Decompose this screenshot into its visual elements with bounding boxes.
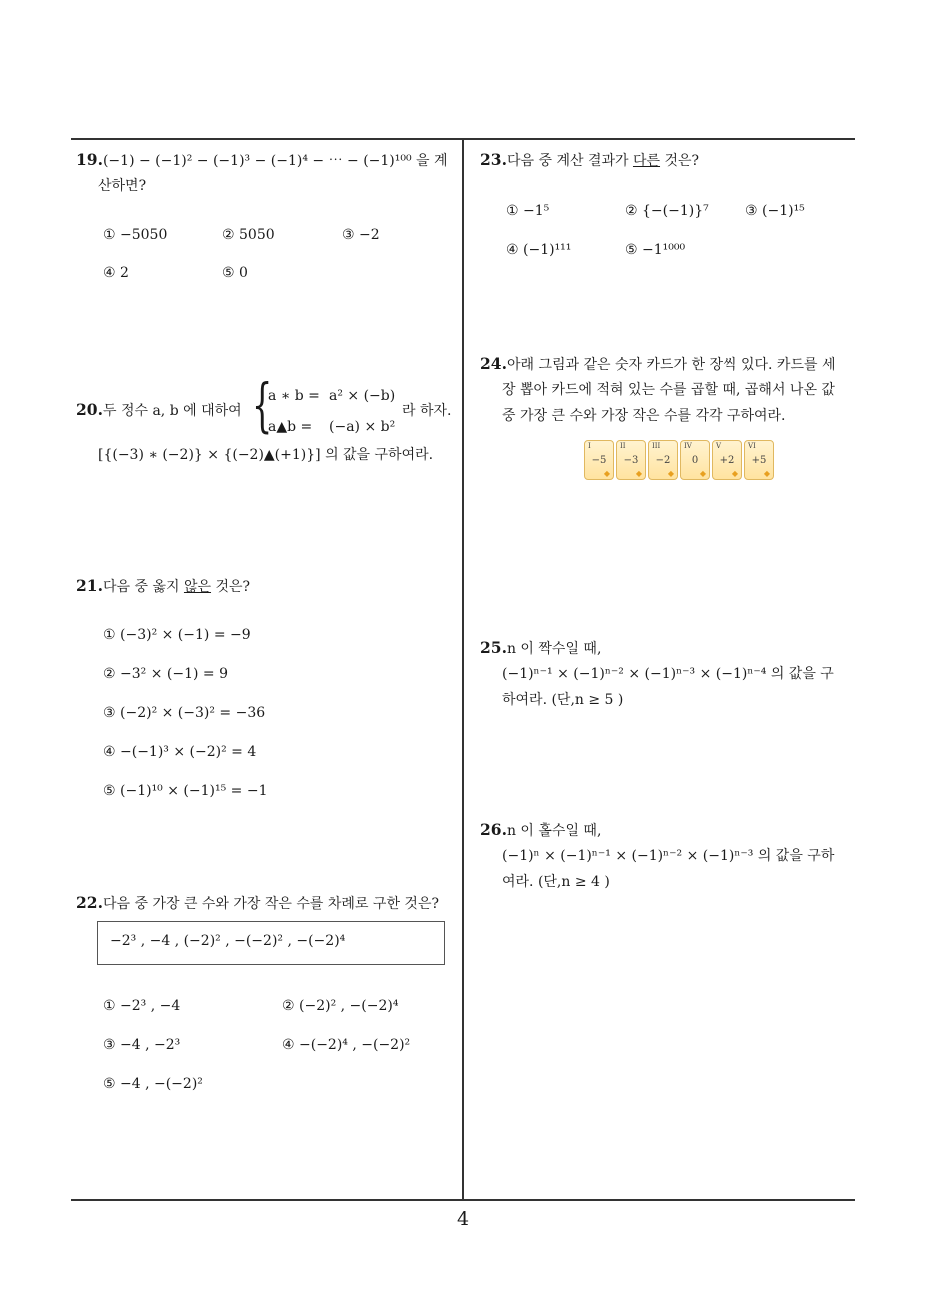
question-text: 두 정수 a, b 에 대하여 [102, 403, 242, 419]
question-number: 22. [76, 893, 103, 912]
diamond-icon: ◆ [763, 469, 770, 478]
question-text: n 이 홀수일 때, [506, 823, 602, 839]
question-text-cont: 중 가장 큰 수와 가장 작은 수를 각각 구하여라. [502, 408, 786, 424]
choice-5[interactable]: ⑤ (−1)¹⁰ × (−1)¹⁵ = −1 [103, 783, 268, 799]
choice-1[interactable]: ① −2³ , −4 [103, 998, 181, 1014]
question-text-end: 것은? [211, 579, 251, 595]
question-number: 20. [76, 400, 103, 419]
choice-5[interactable]: ⑤ −1¹⁰⁰⁰ [625, 242, 686, 258]
card-roman: V [716, 442, 722, 450]
card-value: +5 [751, 455, 767, 466]
page-number: 4 [456, 1208, 470, 1230]
choice-4[interactable]: ④ (−1)¹¹¹ [506, 242, 572, 258]
number-card [744, 440, 774, 480]
column-divider [462, 139, 464, 1201]
choice-3[interactable]: ③ −4 , −2³ [103, 1037, 181, 1053]
choice-1[interactable]: ① −1⁵ [506, 203, 550, 219]
left-brace: { [252, 371, 273, 439]
question-text-cont: 여라. (단,n ≥ 4 ) [502, 874, 610, 890]
number-card [616, 440, 646, 480]
card-roman: IV [684, 442, 692, 450]
definition-star-left: a ∗ b = [268, 388, 320, 404]
question-number: 25. [480, 638, 507, 657]
card-value: −3 [623, 455, 639, 466]
question-text: n 이 짝수일 때, [506, 641, 602, 657]
choice-2[interactable]: ② {−(−1)}⁷ [625, 203, 709, 219]
bottom-rule [71, 1199, 855, 1201]
question-text-cont: [{(−3) ∗ (−2)} × {(−2)▲(+1)}] 의 값을 구하여라. [98, 447, 434, 463]
question-text: 다음 중 계산 결과가 [506, 153, 633, 169]
choice-5[interactable]: ⑤ −4 , −(−2)² [103, 1076, 203, 1092]
diamond-icon: ◆ [699, 469, 706, 478]
choice-2[interactable]: ② (−2)² , −(−2)⁴ [282, 998, 399, 1014]
question-text-cont: 하여라. (단,n ≥ 5 ) [502, 692, 624, 708]
question-number: 21. [76, 576, 103, 595]
card-roman: VI [748, 442, 756, 450]
choice-4[interactable]: ④ 2 [103, 265, 129, 281]
choice-5[interactable]: ⑤ 0 [222, 265, 248, 281]
definition-triangle-left: a▲b = [268, 419, 313, 435]
question-text-cont: 산하면? [98, 178, 147, 194]
question-text: 다음 중 가장 큰 수와 가장 작은 수를 차례로 구한 것은? [102, 896, 439, 912]
choice-1[interactable]: ① −5050 [103, 227, 168, 243]
choice-2[interactable]: ② 5050 [222, 227, 275, 243]
question-text: 다음 중 옳지 [102, 579, 184, 595]
question-number: 23. [480, 150, 507, 169]
choice-2[interactable]: ② −3² × (−1) = 9 [103, 666, 228, 682]
choice-4[interactable]: ④ −(−2)⁴ , −(−2)² [282, 1037, 411, 1053]
diamond-icon: ◆ [731, 469, 738, 478]
diamond-icon: ◆ [667, 469, 674, 478]
number-card [680, 440, 710, 480]
definition-star-right: a² × (−b) [329, 388, 396, 404]
question-text-cont: 장 뽑아 카드에 적혀 있는 수를 곱할 때, 곱해서 나온 값 [502, 382, 835, 398]
question-text-cont: (−1)ⁿ × (−1)ⁿ⁻¹ × (−1)ⁿ⁻² × (−1)ⁿ⁻³ 의 값을 구하 [502, 848, 835, 864]
card-roman: II [620, 442, 626, 450]
card-value: −5 [591, 455, 607, 466]
choice-4[interactable]: ④ −(−1)³ × (−2)² = 4 [103, 744, 257, 760]
card-value: +2 [719, 455, 735, 466]
choice-1[interactable]: ① (−3)² × (−1) = −9 [103, 627, 251, 643]
card-value: 0 [691, 455, 699, 466]
definition-triangle-right: (−a) × b² [329, 419, 396, 435]
diamond-icon: ◆ [603, 469, 610, 478]
choice-3[interactable]: ③ (−1)¹⁵ [745, 203, 805, 219]
question-text: 아래 그림과 같은 숫자 카드가 한 장씩 있다. 카드를 세 [506, 357, 836, 373]
question-number: 19. [76, 150, 103, 169]
question-number: 24. [480, 354, 507, 373]
number-card [712, 440, 742, 480]
diamond-icon: ◆ [635, 469, 642, 478]
choice-3[interactable]: ③ −2 [342, 227, 380, 243]
card-roman: III [652, 442, 661, 450]
card-roman: I [588, 442, 591, 450]
card-value: −2 [655, 455, 671, 466]
number-list: −2³ , −4 , (−2)² , −(−2)² , −(−2)⁴ [110, 933, 346, 949]
question-text-suffix: 라 하자. [402, 403, 452, 419]
question-text-end: 것은? [660, 153, 700, 169]
question-text-cont: (−1)ⁿ⁻¹ × (−1)ⁿ⁻² × (−1)ⁿ⁻³ × (−1)ⁿ⁻⁴ 의 값을 구 [502, 666, 834, 682]
choice-3[interactable]: ③ (−2)² × (−3)² = −36 [103, 705, 266, 721]
question-number: 26. [480, 820, 507, 839]
number-card [648, 440, 678, 480]
underlined-word: 다른 [632, 153, 661, 169]
underlined-word: 않은 [183, 579, 212, 595]
number-card [584, 440, 614, 480]
question-text: (−1) − (−1)² − (−1)³ − (−1)⁴ − ⋯ − (−1)¹⁰⁰ 을 계 [102, 153, 448, 169]
